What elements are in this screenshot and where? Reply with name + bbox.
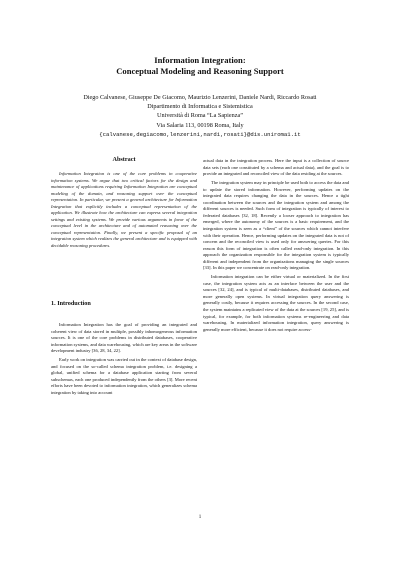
- intro-paragraph-2: Early work on integration was carried out in the context of database design, and focused on the so-called schema integration problem, i.e. designing a global, unified schema for a database application starting from several subschemas, each one produced independently from the others [3]. More recent efforts have been devoted to information integration, which generalizes schema integration by taking into account: [51, 357, 197, 395]
- right-column: [203, 158, 349, 333]
- title-line-2: Conceptual Modeling and Reasoning Support: [116, 66, 284, 76]
- abstract-text: Information Integration is one of the core problems in cooperative information systems. We argue that two critical factors for the design and maintenance of applications requiring Information Integration are conceptual modeling of the domain, and reasoning support over the conceptual representation. In particular, we present a general architecture for Information Integration that explicitly includes a conceptual representation of the application. We illustrate how the architecture can express several integration settings and existing systems. We provide various arguments in favor of the conceptual level in the architecture and of automated reasoning over the conceptual representation. Finally, we present a specific proposal of an integration system which realizes the general architecture and is equipped with decidable reasoning procedures.: [51, 171, 197, 249]
- address: Via Salaria 113, 00198 Roma, Italy: [156, 121, 244, 129]
- abstract-body: [51, 171, 197, 250]
- author-block: [0, 93, 400, 139]
- paper-title: [0, 55, 400, 77]
- abstract-heading: Abstract: [112, 156, 136, 163]
- department: Dipartimento di Informatica e Sistemistica: [147, 103, 253, 111]
- university: Università di Roma “La Sapienza”: [157, 112, 243, 120]
- right-paragraph-2: The integration system may in principle be used both to access the data and to update the stored information. However, performing updates on the integrated data requires changing the data in the sources. Hence a tight coordination between the sources and the integration system and among the different sources is needed. Such form of integration is typically of interest to federated databases [32, 18]. Recently a looser approach to integration has emerged, where the autonomy of the sources is a basic requirement, and the integration system is seen as a “client” of the sources which cannot interfere with their operation. Hence, performing updates on the integrated data is not of concern and the reconciled view is used only for answering queries. For this reason this form of integration is often called read-only integration. In this approach the organization responsible for the integration system is typically different and independent from the organizations managing the single sources [33]. In this paper we concentrate on read-only integration.: [203, 180, 349, 271]
- section-heading-introduction: 1. Introduction: [51, 300, 91, 307]
- intro-paragraph-1: Information Integration has the goal of providing an integrated and coherent view of data stored in multiple, possibly inhomogeneous information sources. It is one of the core problems in distributed databases, cooperative information systems, and data warehousing, which are key areas in the software development industry [36, 28, 34, 22].: [51, 322, 197, 354]
- right-paragraph-1: actual data in the integration process. Here the input is a collection of source data sets (each one constituted by a schema and actual data), and the goal is to provide an integrated and reconciled view of the data residing at the sources.: [203, 158, 349, 177]
- email-list: {calvanese,degiacomo,lenzerini,nardi,rosati}@dis.uniroma1.it: [99, 130, 301, 138]
- right-paragraph-3: Information integration can be either virtual or materialized. In the first case, the integration system acts as an interface between the user and the sources [32, 24], and is typical of multi-databases, distributed databases, and more generally open systems. In virtual integration query answering is generally costly, because it requires accessing the sources. In the second case, the system maintains a replicated view of the data at the sources [19, 25], and is typical, for example, for both information systems re-engineering and data warehousing. In materialized information integration, query answering is generally more efficient, because it does not require access-: [203, 274, 349, 332]
- intro-left-column: [51, 322, 197, 397]
- page-number: 1: [198, 515, 202, 520]
- author-list: Diego Calvanese, Giuseppe De Giacomo, Maurizio Lenzerini, Daniele Nardi, Riccardo Rosati: [83, 94, 317, 101]
- title-line-1: Information Integration:: [154, 55, 246, 65]
